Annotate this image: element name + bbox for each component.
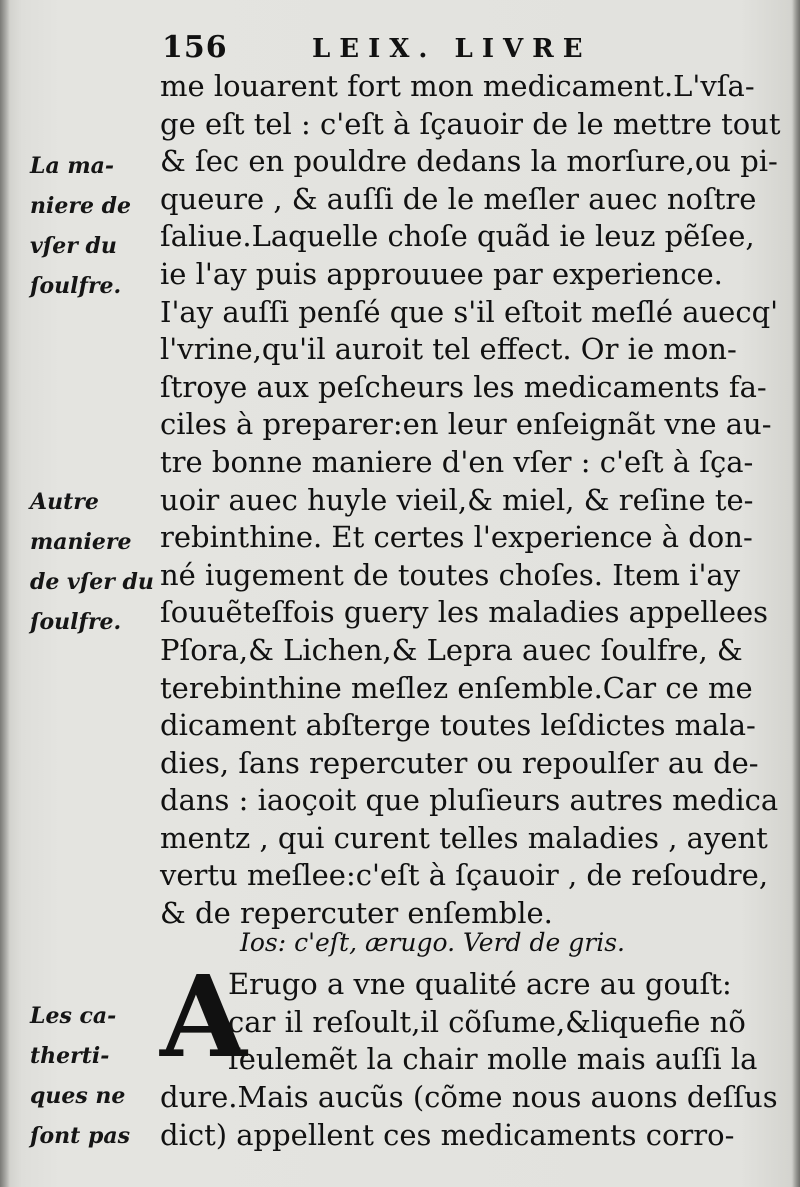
text-line: Erugo a vne qualité acre au gouſt: (228, 967, 732, 1001)
main-text-block (160, 68, 781, 933)
section-heading: Ios: c'eſt, ærugo. Verd de gris. (240, 928, 625, 957)
text-line: ge eſt tel : c'eſt à ſçauoir de le mettre tout (160, 106, 781, 141)
text-line: & ſec en pouldre dedans la morſure,ou pi- (160, 144, 778, 179)
margin-note-line: niere de (30, 193, 131, 219)
margin-note-line: La ma- (30, 153, 115, 179)
margin-note-line: ſont pas (30, 1123, 130, 1149)
text-line: Pſora,& Lichen,& Lepra auec ſoulfre, & (160, 632, 743, 667)
text-line: rebinthine. Et certes l'experience à don- (160, 520, 753, 555)
text-line: uoir auec huyle vieil,& miel, & reſine te- (160, 482, 754, 517)
margin-note-line: ſoulfre. (30, 273, 122, 299)
page-header (162, 30, 762, 70)
drop-cap-initial: A (160, 952, 247, 1083)
text-line: ciles à preparer:en leur enſeignãt vne au- (160, 407, 772, 442)
margin-note (30, 146, 131, 306)
page-edge-shadow (792, 0, 800, 1187)
margin-note (30, 996, 130, 1156)
text-line: ſeulemẽt la chair molle mais auſſi la (228, 1042, 758, 1077)
section-text-indented (228, 966, 757, 1079)
text-line: né iugement de toutes choſes. Item i'ay (160, 557, 741, 592)
text-line: vertu meſlee:c'eſt à ſçauoir , de reſoudre, (160, 858, 769, 893)
text-line: dans : iaoçoit que pluſieurs autres medica (160, 783, 779, 818)
margin-note-line: vſer du (30, 233, 117, 259)
text-line: ſaliue.Laquelle choſe quãd ie leuz pẽſee, (160, 219, 755, 254)
text-line: ſouuẽteſfois guery les maladies appellees (160, 595, 769, 630)
text-line: dure.Mais aucũs (cõme nous auons deſſus (160, 1080, 778, 1114)
margin-note-line: maniere (30, 529, 132, 555)
margin-note-line: Autre (30, 489, 99, 515)
text-line: mentz , qui curent telles maladies , ayent (160, 820, 768, 855)
margin-note-line: ſoulfre. (30, 609, 122, 635)
text-line: car il reſoult,il cõſume,&liquefie nõ (228, 1004, 746, 1039)
text-line: queure , & auſſi de le meſler auec noſtre (160, 181, 757, 216)
margin-note-line: de vſer du (30, 569, 154, 595)
margin-note-line: Les ca- (30, 1003, 117, 1029)
margin-note-line: therti- (30, 1043, 110, 1069)
text-line: tre bonne maniere d'en vſer : c'eſt à ſça- (160, 444, 754, 479)
margin-note-line: ques ne (30, 1083, 126, 1109)
margin-note (30, 482, 154, 642)
page-number: 156 (162, 30, 228, 65)
text-line: dies, ſans repercuter ou repoulſer au de- (160, 745, 759, 780)
text-line: terebinthine meſlez enſemble.Car ce me (160, 670, 753, 705)
text-line: & de repercuter enſemble. (160, 896, 553, 931)
gutter-shadow (0, 0, 10, 1187)
text-line: l'vrine,qu'il auroit tel effect. Or ie mon- (160, 332, 737, 367)
text-line: ſtroye aux peſcheurs les medicaments fa- (160, 369, 767, 404)
text-line: ie l'ay puis approuuee par experience. (160, 256, 723, 291)
text-line: dict) appellent ces medicaments corro- (160, 1117, 735, 1152)
running-title: LEIX. LIVRE (312, 34, 592, 64)
text-line: dicament abſterge toutes leſdictes mala- (160, 708, 756, 743)
text-line: I'ay auſſi penſé que s'il eſtoit meſlé auecq' (160, 294, 779, 329)
text-line: me louarent fort mon medicament.L'vſa- (160, 69, 755, 103)
section-text (160, 1079, 778, 1154)
